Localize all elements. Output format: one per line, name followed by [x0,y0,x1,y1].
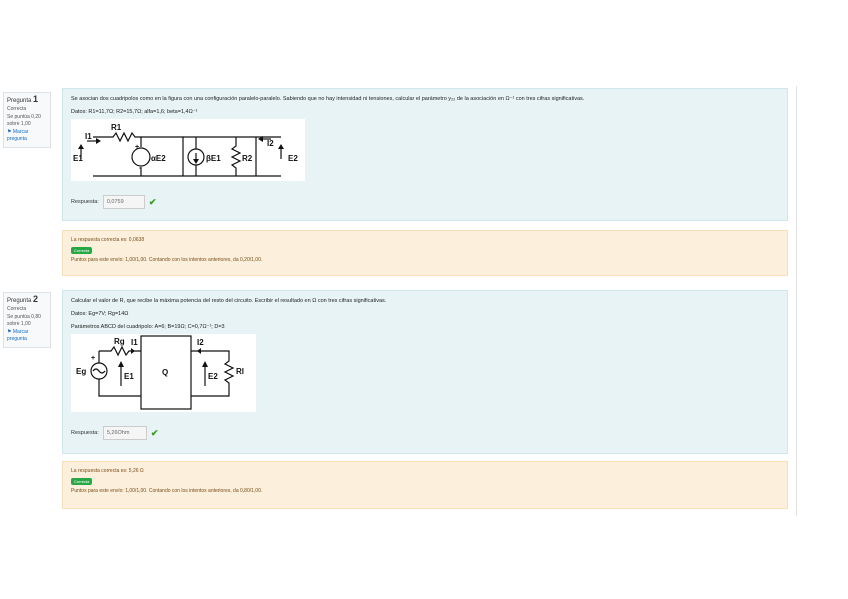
score-text: Puntos para este envío: 1,00/1,00. Contando con los intentos anteriores, da 0,20/1,00. [71,257,263,263]
response-row [71,195,779,209]
label-eg: Eg [76,367,87,376]
question-grade: Se puntúa 0,20 sobre 1,00 [7,114,41,127]
question-content-1 [62,88,788,221]
question-state: Correcta [7,306,27,312]
label-r2: R2 [242,154,253,163]
label-e2: E2 [208,372,218,381]
question-grade: Se puntúa 0,80 sobre 1,00 [7,314,41,327]
question-number: Pregunta 2 [7,294,39,304]
response-label: Respuesta: [71,199,99,205]
label-i1: I1 [85,132,92,141]
flag-question-link[interactable]: ⚑ Marcar pregunta [7,329,29,342]
flag-icon: ⚑ [7,329,12,335]
question-text: Calcular el valor de R, que recibe la máxima potencia del resto del circuito. Escribir el resultado en Ω con tres cifras significativas. [71,298,387,304]
svg-text:+: + [91,355,96,362]
response-label: Respuesta: [71,430,99,436]
label-q: Q [162,368,169,377]
correct-answer-text: La respuesta correcta es: 5,26 Ω [71,468,144,474]
correct-badge: Correcta [71,247,92,254]
question-state: Correcta [7,106,27,112]
score-text: Puntos para este envío: 1,00/1,00. Contando con los intentos anteriores, da 0,80/1,00. [71,488,263,494]
question-data: Datos: Eg=7V; Rg=14Ω [71,311,129,317]
response-row [71,426,779,440]
question-content-2 [62,290,788,454]
question-text: Se asocian dos cuadripolos como en la figura con una configuración paralelo-paralelo. Sabiendo que no hay intensidad ni tensiones, calcular el parámetro y₂₂ de la asociación en Ω⁻¹ con tres cifras significativas. [71,96,585,102]
question-number: Pregunta 1 [7,94,39,104]
check-icon: ✔ [150,427,159,438]
label-i2: I2 [197,338,204,347]
label-rg: Rg [114,337,125,346]
label-ae2: αE2 [151,154,166,163]
correct-answer-text: La respuesta correcta es: 0,0638 [71,237,145,243]
flag-icon: ⚑ [7,129,12,135]
label-i1: I1 [131,338,138,347]
circuit-figure-2 [71,334,256,412]
circuit-figure-1 [71,119,305,181]
page-divider [796,86,797,516]
question-data: Datos: R1=11,7Ω; R2=15,7Ω; alfa=1,6; beta=1,4Ω⁻¹ [71,109,198,115]
feedback-box-2 [62,461,788,509]
label-e1: E1 [73,154,83,163]
label-be1: βE1 [206,154,221,163]
flag-question-link[interactable]: ⚑ Marcar pregunta [7,129,29,142]
correct-badge: Correcta [71,478,92,485]
response-input[interactable] [103,426,147,440]
question-info-2 [3,292,51,348]
response-input[interactable] [103,195,145,209]
label-r1: R1 [111,123,122,132]
question-params: Parámetros ABCD del cuadripolo: A=6; B=19Ω; C=0,7Ω⁻¹; D=3 [71,324,225,330]
svg-text:-: - [139,165,142,172]
check-icon: ✔ [148,196,157,207]
label-e2: E2 [288,154,298,163]
label-i2: I2 [267,139,274,148]
svg-text:+: + [135,144,140,151]
label-rl: Rl [236,367,244,376]
feedback-box-1 [62,230,788,276]
question-info-1 [3,92,51,148]
label-e1: E1 [124,372,134,381]
